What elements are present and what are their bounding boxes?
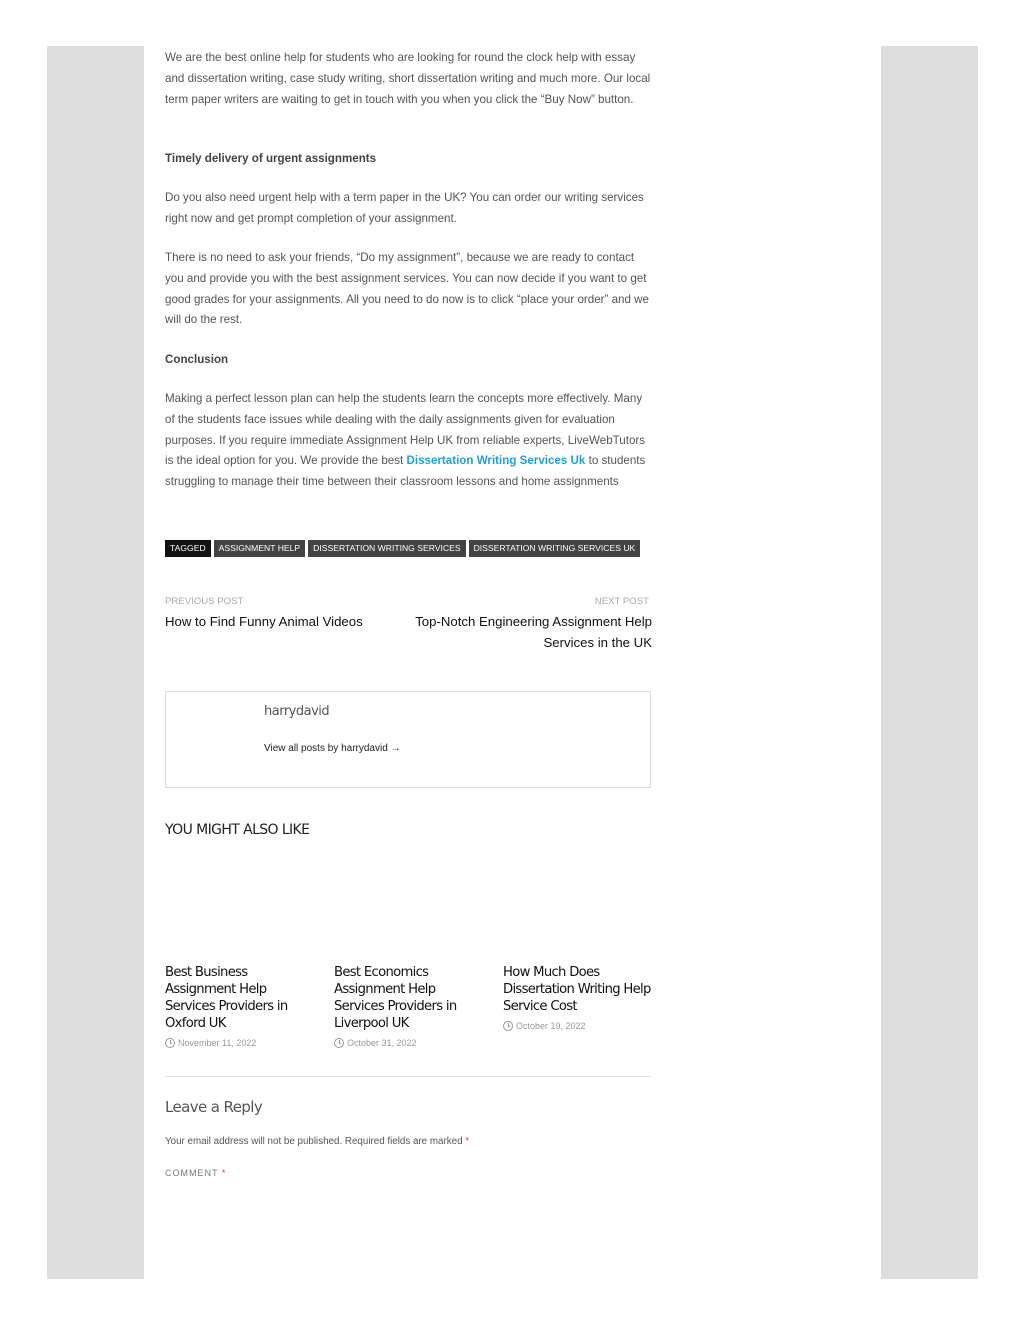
required-mark: * [465, 1136, 470, 1147]
related-post-date [334, 1038, 484, 1048]
right-side-panel [881, 46, 978, 1279]
comment-required-mark: * [221, 1168, 227, 1178]
related-post-title[interactable]: Best Business Assignment Help Services Providers in Oxford UK [165, 965, 288, 1031]
comment-label [165, 1168, 226, 1178]
dissertation-services-link[interactable]: Dissertation Writing Services Uk [406, 454, 586, 468]
related-post-title[interactable]: Best Economics Assignment Help Services Providers in Liverpool UK [334, 965, 457, 1031]
paragraph-4-text-before: Making a perfect lesson plan can help the students learn the concepts more effectively. Many of the students face issues while dealing with the daily assignments given for evaluation purposes. If you require immediate Assignment Help UK from reliable experts, LiveWebTutors is the ideal option for you. We provide the best [165, 392, 646, 468]
article-paragraph-1: We are the best online help for students who are looking for round the clock help with essay and dissertation writing, case study writing, short dissertation writing and much more. Our local term paper writers are waiting to get in touch with you when you click the “Buy Now” button. [165, 51, 651, 106]
related-post-date-text: November 11, 2022 [178, 1038, 257, 1048]
section-heading-urgent: Timely delivery of urgent assignments [165, 152, 377, 165]
leave-reply-heading: Leave a Reply [165, 1098, 263, 1116]
tag-dissertation-writing-services-uk[interactable]: DISSERTATION WRITING SERVICES UK [469, 540, 641, 557]
related-post-card [165, 964, 315, 1048]
clock-icon [503, 1021, 513, 1031]
author-box [165, 691, 651, 788]
related-post-date [165, 1038, 315, 1048]
related-post-date-text: October 31, 2022 [347, 1038, 417, 1048]
next-post-label: NEXT POST [594, 596, 649, 607]
tagged-label: TAGGED [165, 540, 211, 557]
comment-label-text: COMMENT [165, 1168, 219, 1178]
reply-note [165, 1136, 469, 1147]
article-paragraph-2: Do you also need urgent help with a term paper in the UK? You can order our writing services right now and get prompt completion of your assignment. [165, 191, 644, 225]
article-paragraph-4 [165, 389, 652, 493]
previous-post-label: PREVIOUS POST [165, 596, 244, 607]
paragraph-4-text-after: to students struggling to manage their time between their classroom lessons and home assignments [165, 454, 646, 489]
related-post-date [503, 1021, 653, 1031]
section-heading-conclusion: Conclusion [165, 353, 229, 366]
clock-icon [165, 1038, 175, 1048]
section-divider [165, 1076, 651, 1077]
author-name: harrydavid [264, 704, 330, 719]
related-post-card [503, 964, 653, 1031]
view-all-posts-link[interactable]: View all posts by harrydavid → [264, 743, 401, 754]
tag-list [165, 540, 640, 557]
related-post-date-text: October 19, 2022 [516, 1021, 586, 1031]
related-post-card [334, 964, 484, 1048]
left-side-panel [47, 46, 144, 1279]
related-posts-heading: YOU MIGHT ALSO LIKE [165, 822, 310, 838]
clock-icon [334, 1038, 344, 1048]
next-post-link[interactable]: Top-Notch Engineering Assignment Help Services in the UK [415, 614, 652, 650]
tag-assignment-help[interactable]: ASSIGNMENT HELP [214, 540, 306, 557]
reply-note-text: Your email address will not be published. Required fields are marked [165, 1136, 463, 1147]
previous-post-link[interactable]: How to Find Funny Animal Videos [165, 614, 363, 629]
article-paragraph-3: There is no need to ask your friends, “Do my assignment”, because we are ready to contact you and provide you with the best assignment services. You can now decide if you want to get good grades for your assignments. All you need to do now is to click “place your order” and we will do the rest. [165, 251, 649, 327]
tag-dissertation-writing-services[interactable]: DISSERTATION WRITING SERVICES [308, 540, 465, 557]
related-post-title[interactable]: How Much Does Dissertation Writing Help Service Cost [503, 965, 651, 1014]
